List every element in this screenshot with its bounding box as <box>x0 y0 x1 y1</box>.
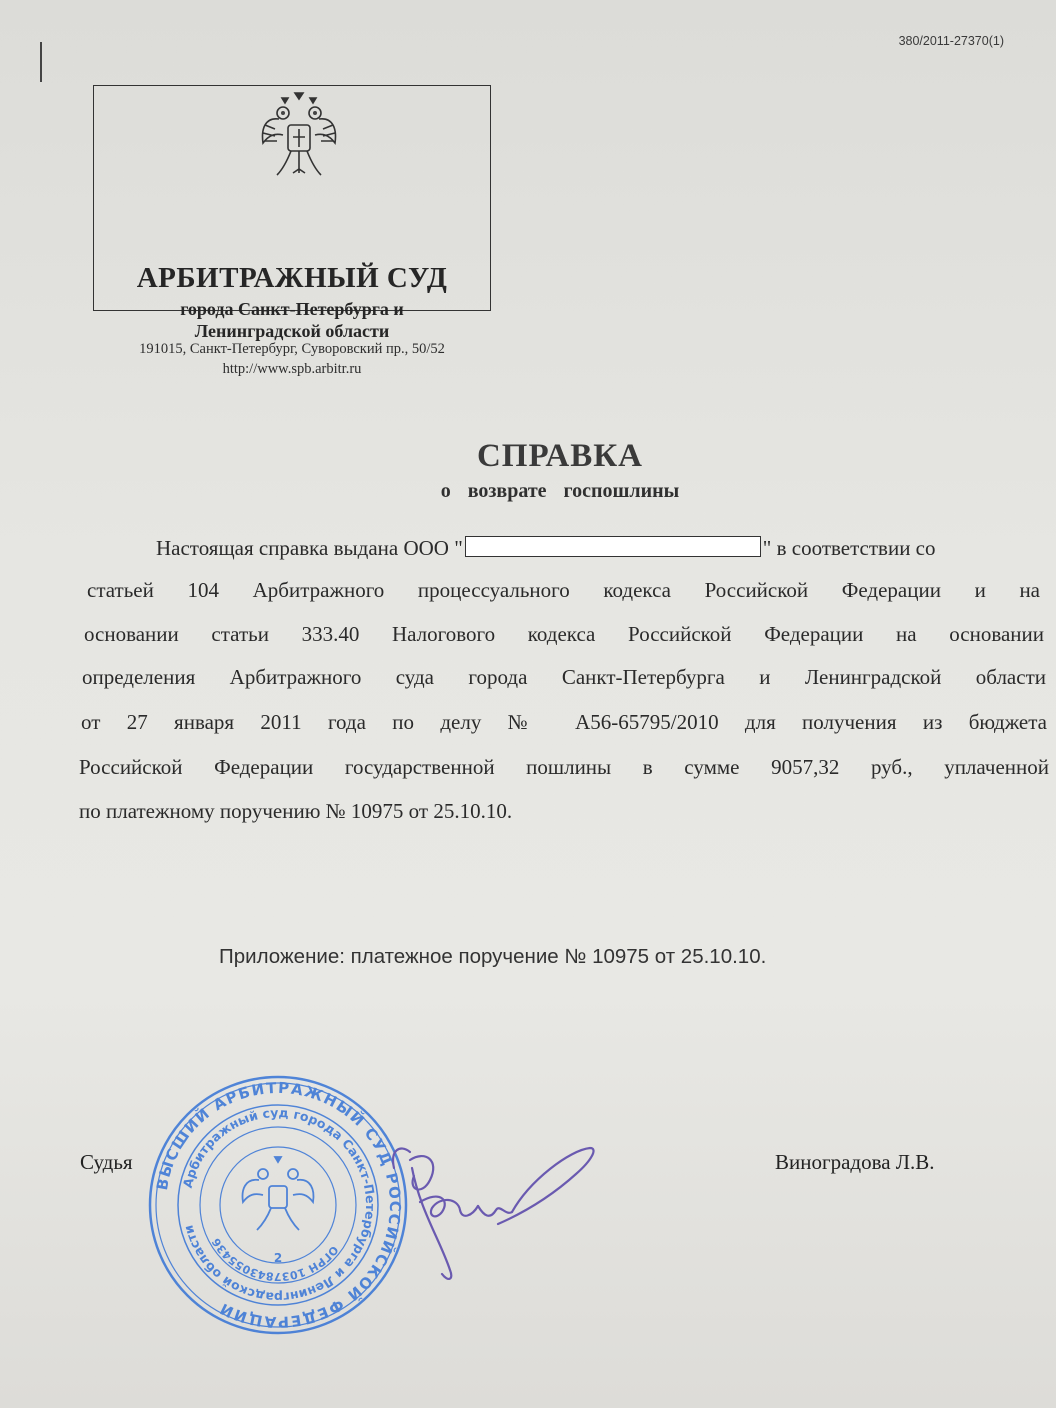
court-name: АРБИТРАЖНЫЙ СУД <box>136 262 448 294</box>
attachment-note: Приложение: платежное поручение № 10975 от 25.10.10. <box>219 945 767 968</box>
court-letterhead <box>93 85 491 377</box>
body-line-1: Настоящая справка выдана ООО " " в соответствии со <box>156 536 936 560</box>
court-website: http://www.spb.arbitr.ru <box>222 361 362 377</box>
stamp-center-number: 2 <box>273 1251 283 1265</box>
court-address: 191015, Санкт-Петербург, Суворовский пр., 50/52 <box>139 341 445 357</box>
body-line-4: определения Арбитражного суда города Санкт-Петербурга и Ленинградской области <box>82 665 1046 689</box>
court-region-line2: Ленинградской области <box>194 321 390 341</box>
document-subtitle: о возврате госпошлины <box>440 480 680 502</box>
margin-mark <box>40 42 42 82</box>
judge-label: Судья <box>80 1150 133 1174</box>
judge-name: Виноградова Л.В. <box>775 1150 935 1174</box>
body-line-6: Российской Федерации государственной пошлины в сумме 9057,32 руб., уплаченной <box>79 755 1049 779</box>
body-line-7: по платежному поручению № 10975 от 25.10.10. <box>79 799 513 823</box>
document-title: СПРАВКА <box>476 438 644 474</box>
court-address-block <box>94 339 490 379</box>
redacted-company-name <box>465 536 761 557</box>
body-line-5: от 27 января 2011 года по делу № А56-65795/2010 для получения из бюджета <box>81 710 1047 734</box>
stamp-ogrn: ОГРН 1037843055436 <box>209 1235 341 1284</box>
body-line-3: основании статьи 333.40 Налогового кодекса Российской Федерации на основании <box>84 622 1044 646</box>
body-line-2: статьей 104 Арбитражного процессуального кодекса Российской Федерации и на <box>87 578 1040 602</box>
court-region <box>94 298 490 342</box>
stamp-inner-text: Арбитражный суд города Санкт-Петербурга и Ленинградской области <box>179 1104 379 1306</box>
court-region-line1: города Санкт-Петербурга и <box>180 299 404 319</box>
handwritten-signature <box>380 1120 610 1290</box>
stamp-eagle-icon <box>243 1157 314 1230</box>
court-seal-stamp <box>147 1074 409 1336</box>
stamp-outer-text: ВЫСШИЙ АРБИТРАЖНЫЙ СУД РОССИЙСКОЙ ФЕДЕРАЦИИ <box>152 1078 405 1332</box>
double-headed-eagle-icon <box>257 89 341 181</box>
document-reference-number: 380/2011-27370(1) <box>898 34 1004 48</box>
